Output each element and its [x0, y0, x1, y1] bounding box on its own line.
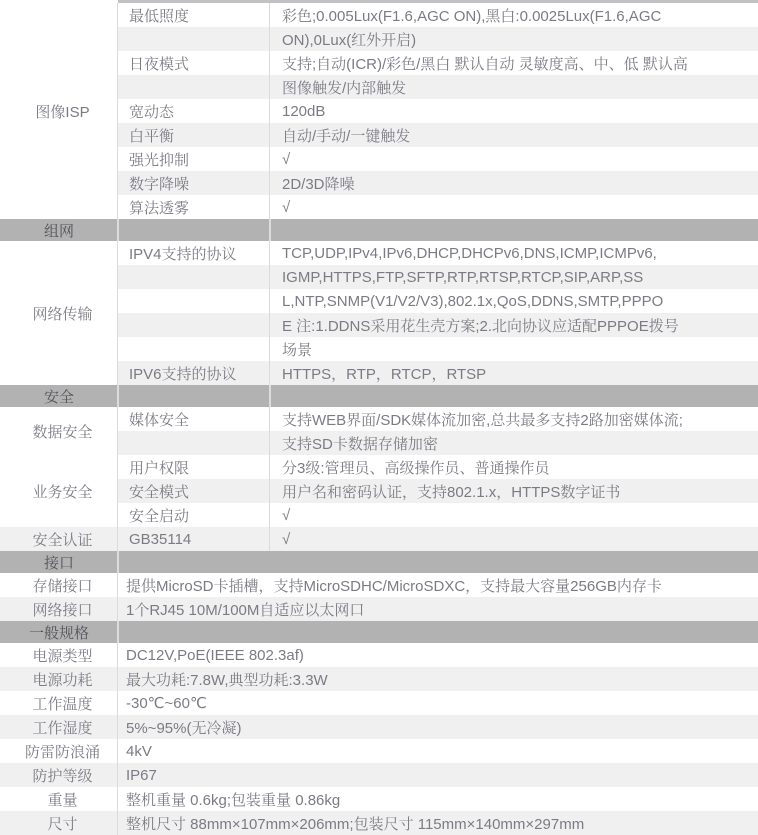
spec-value: 支持SD卡数据存储加密: [282, 435, 438, 453]
spec-value: HTTPS，RTP，RTCP，RTSP: [282, 365, 487, 383]
spec-label: 用户权限: [118, 455, 270, 479]
section-bar: [0, 551, 758, 573]
spec-label: IPV4支持的协议: [118, 241, 270, 265]
section-bar: [0, 621, 758, 643]
spec-value: 支持WEB界面/SDK媒体流加密,总共最多支持2路加密媒体流;: [282, 411, 683, 429]
spec-label: 重量: [0, 787, 118, 811]
group-label: 数据安全: [0, 407, 118, 455]
spec-label: 安全模式: [118, 479, 270, 503]
spec-value: 2D/3D降噪: [282, 175, 355, 193]
column-divider: [117, 219, 119, 241]
group-rows: [118, 241, 758, 385]
spec-group: [0, 3, 758, 219]
table-row: [118, 241, 758, 265]
spec-value: 场景: [282, 341, 313, 359]
table-row: [0, 811, 758, 835]
spec-value: L,NTP,SNMP(V1/V2/V3),802.1x,QoS,DDNS,SMTP,PPPO: [282, 292, 664, 310]
group-rows: [118, 3, 758, 219]
table-row: [0, 643, 758, 667]
table-row: [118, 289, 758, 313]
spec-label: 电源类型: [0, 643, 118, 667]
column-divider: [117, 551, 119, 573]
spec-label: [118, 265, 270, 289]
spec-group: [0, 241, 758, 385]
group-rows: [118, 407, 758, 455]
section-title: 安全: [43, 388, 74, 406]
spec-label: GB35114: [118, 527, 270, 551]
spec-label: 尺寸: [0, 811, 118, 835]
spec-value: 自动/手动/一键触发: [282, 127, 411, 145]
table-row: [118, 313, 758, 337]
spec-label: [118, 289, 270, 313]
table-row: [118, 99, 758, 123]
table-row: [0, 763, 758, 787]
table-row: [118, 455, 758, 479]
spec-value: 120dB: [282, 102, 326, 120]
spec-value: TCP,UDP,IPv4,IPv6,DHCP,DHCPv6,DNS,ICMP,ICMPv6,: [282, 244, 657, 262]
spec-value: IP67: [126, 766, 157, 784]
group-label: 业务安全: [0, 455, 118, 527]
table-row: [0, 715, 758, 739]
spec-label: 算法透雾: [118, 195, 270, 219]
table-row: [0, 597, 758, 621]
spec-table: [0, 3, 758, 835]
column-divider: [117, 385, 119, 407]
table-row: [118, 3, 758, 27]
spec-label: 强光抑制: [118, 147, 270, 171]
spec-value: 整机重量 0.6kg;包装重量 0.86kg: [126, 791, 341, 809]
table-row: [0, 691, 758, 715]
spec-value: E 注:1.DDNS采用花生壳方案;2.北向协议应适配PPPOE拨号: [282, 317, 679, 335]
table-row: [0, 573, 758, 597]
spec-label: [118, 337, 270, 361]
spec-value: 最大功耗:7.8W,典型功耗:3.3W: [126, 671, 328, 689]
spec-label: [118, 313, 270, 337]
spec-value: ON),0Lux(红外开启): [282, 31, 417, 49]
column-divider: [269, 219, 271, 241]
table-row: [118, 407, 758, 431]
spec-value: 5%~95%(无冷凝): [126, 719, 242, 737]
spec-label: IPV6支持的协议: [118, 361, 270, 385]
table-row: [118, 503, 758, 527]
spec-label: [118, 431, 270, 455]
spec-value: 彩色;0.005Lux(F1.6,AGC ON),黑白:0.0025Lux(F1.6,AGC: [282, 7, 662, 25]
spec-label: 媒体安全: [118, 407, 270, 431]
table-row: [0, 787, 758, 811]
spec-value: 图像触发/内部触发: [282, 79, 407, 97]
spec-label: 电源功耗: [0, 667, 118, 691]
spec-value: 整机尺寸 88mm×107mm×206mm;包装尺寸 115mm×140mm×297mm: [126, 815, 585, 833]
table-row: [118, 479, 758, 503]
spec-label: 工作温度: [0, 691, 118, 715]
table-row: [118, 27, 758, 51]
table-row: [0, 739, 758, 763]
spec-label: 白平衡: [118, 123, 270, 147]
spec-label: 存储接口: [0, 573, 118, 597]
spec-value: 用户名和密码认证，支持802.1.x，HTTPS数字证书: [282, 483, 621, 501]
group-label: 图像ISP: [0, 3, 118, 219]
spec-label: 网络接口: [0, 597, 118, 621]
section-title: 组网: [43, 222, 74, 240]
spec-value: 支持;自动(ICR)/彩色/黑白 默认自动 灵敏度高、中、低 默认高: [282, 55, 688, 73]
table-row: [118, 51, 758, 75]
spec-value: √: [282, 506, 291, 524]
table-row: [118, 431, 758, 455]
spec-group: [0, 407, 758, 455]
spec-label: 日夜模式: [118, 51, 270, 75]
group-label: 网络传输: [0, 241, 118, 385]
column-divider: [269, 385, 271, 407]
spec-label: 宽动态: [118, 99, 270, 123]
spec-value: DC12V,PoE(IEEE 802.3af): [126, 646, 304, 664]
table-row: [118, 147, 758, 171]
spec-label: 最低照度: [118, 3, 270, 27]
spec-value: √: [282, 150, 291, 168]
table-row: [0, 527, 758, 551]
spec-value: 4kV: [126, 742, 152, 760]
spec-value: 1个RJ45 10M/100M自适应以太网口: [126, 601, 365, 619]
spec-value: 提供MicroSD卡插槽，支持MicroSDHC/MicroSDXC，支持最大容量256GB内存卡: [126, 577, 662, 595]
section-bar: [0, 219, 758, 241]
table-row: [118, 195, 758, 219]
table-row: [0, 667, 758, 691]
group-label: 安全认证: [0, 527, 118, 551]
table-row: [118, 361, 758, 385]
table-row: [118, 75, 758, 99]
spec-value: √: [282, 530, 291, 548]
spec-value: √: [282, 198, 291, 216]
section-bar: [0, 385, 758, 407]
table-row: [118, 171, 758, 195]
section-title: 接口: [43, 554, 74, 572]
spec-label: [118, 75, 270, 99]
spec-label: 防护等级: [0, 763, 118, 787]
spec-group: [0, 455, 758, 527]
spec-label: 数字降噪: [118, 171, 270, 195]
spec-label: 防雷防浪涌: [0, 739, 118, 763]
spec-label: [118, 27, 270, 51]
spec-value: IGMP,HTTPS,FTP,SFTP,RTP,RTSP,RTCP,SIP,ARP,SS: [282, 268, 644, 286]
section-title: 一般规格: [28, 624, 89, 642]
spec-label: 工作湿度: [0, 715, 118, 739]
table-row: [118, 123, 758, 147]
spec-value: -30℃~60℃: [126, 695, 207, 712]
spec-value: 分3级:管理员、高级操作员、普通操作员: [282, 459, 550, 477]
column-divider: [117, 621, 119, 643]
table-row: [118, 265, 758, 289]
table-row: [118, 337, 758, 361]
spec-label: 安全启动: [118, 503, 270, 527]
group-rows: [118, 455, 758, 527]
